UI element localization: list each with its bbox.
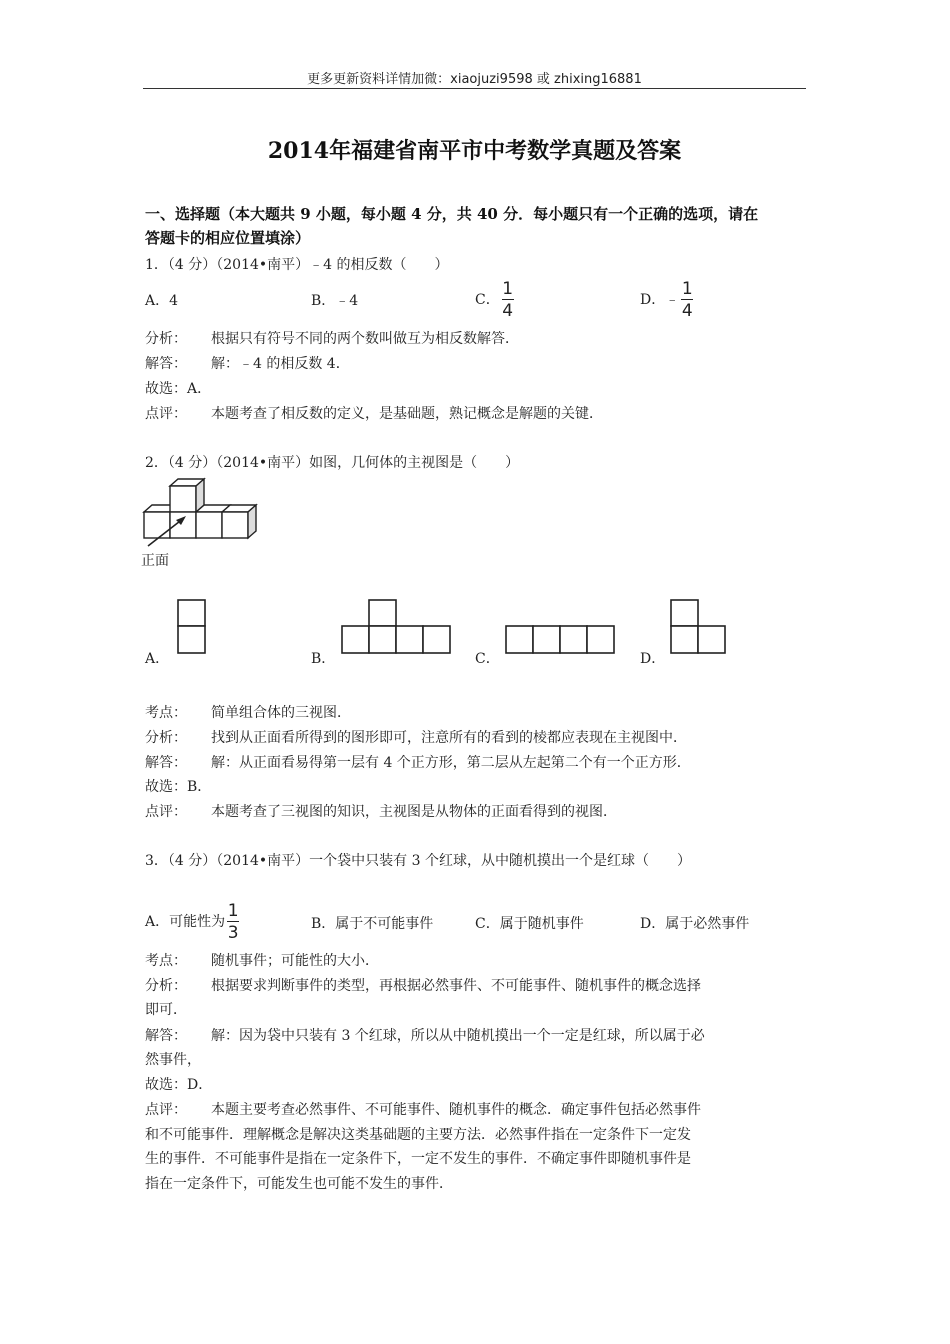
q2-option-b-label: B． <box>311 651 336 667</box>
q2-solid-figure <box>140 476 265 571</box>
q1-comment <box>145 403 603 423</box>
q3-a-denominator: 3 <box>227 923 239 943</box>
q3-point-text: 随机事件；可能性的大小． <box>211 953 379 969</box>
q1-analysis <box>145 328 519 348</box>
section-heading-line-2: 答题卡的相应位置填涂） <box>145 229 311 247</box>
q1-analysis-label: 分析： <box>145 331 187 347</box>
q1-option-c <box>475 280 514 320</box>
q2-point-text: 简单组合体的三视图． <box>211 705 351 721</box>
q3-analysis-continued: 即可． <box>145 1002 187 1018</box>
fraction-bar <box>502 299 514 300</box>
q2-option-d-label: D． <box>640 651 666 667</box>
q3-answer <box>145 1025 705 1045</box>
q2-answer <box>145 752 691 772</box>
q3-option-d: D．属于必然事件 <box>640 916 750 932</box>
q1-d-numerator: 1 <box>681 279 693 299</box>
page-header: 更多更新资料详情加微：xiaojuzi9598 或 zhixing16881 <box>307 72 642 87</box>
q1-comment-label: 点评： <box>145 406 187 422</box>
page-title: 2014年福建省南平市中考数学真题及答案 <box>267 138 682 164</box>
q3-answer-label: 解答： <box>145 1028 187 1044</box>
q3-comment <box>145 1099 701 1119</box>
q3-stem: 3．（4 分）（2014•南平）一个袋中只装有 3 个红球，从中随机摸出一个是红球（ ） <box>145 853 691 869</box>
q1-analysis-text: 根据只有符号不同的两个数叫做互为相反数解答． <box>211 331 519 347</box>
header-rule <box>143 88 806 89</box>
q3-point <box>145 950 379 970</box>
section-heading-line-1: 一、选择题（本大题共 9 小题，每小题 4 分，共 40 分．每小题只有一个正确的选项，请在 <box>145 205 759 223</box>
q1-option-d-label: D．﹣ <box>640 292 680 308</box>
q2-answer-label: 解答： <box>145 755 187 771</box>
q1-answer-text: 解：﹣4 的相反数 4． <box>211 356 350 372</box>
q1-option-d <box>640 280 693 320</box>
q2-stem: 2．（4 分）（2014•南平）如图，几何体的主视图是（ ） <box>145 455 520 471</box>
q3-analysis <box>145 975 701 995</box>
q3-point-label: 考点： <box>145 953 187 969</box>
q3-choice: 故选：D． <box>145 1077 213 1093</box>
q1-option-c-label: C． <box>475 292 500 308</box>
q3-option-a <box>145 902 239 942</box>
q2-analysis-text: 找到从正面看所得到的图形即可，注意所有的看到的棱都应表现在主视图中． <box>211 730 687 746</box>
q1-option-c-fraction <box>502 280 514 320</box>
fraction-bar <box>681 299 693 300</box>
q3-answer-continued: 然事件， <box>145 1052 201 1068</box>
q2-choice: 故选：B． <box>145 779 212 795</box>
q2-point <box>145 702 351 722</box>
q2-option-b-figure <box>342 600 452 656</box>
q3-a-numerator: 1 <box>227 901 239 921</box>
q1-d-denominator: 4 <box>681 301 693 321</box>
q3-comment-line-4: 指在一定条件下，可能发生也可能不发生的事件． <box>145 1176 453 1192</box>
q1-answer-label: 解答： <box>145 356 187 372</box>
q3-answer-text-1: 解：因为袋中只装有 3 个红球，所以从中随机摸出一个一定是红球，所以属于必 <box>211 1028 705 1044</box>
q2-analysis <box>145 727 687 747</box>
q2-option-d-figure <box>671 600 729 656</box>
q2-answer-text: 解：从正面看易得第一层有 4 个正方形，第二层从左起第二个有一个正方形． <box>211 755 691 771</box>
q2-option-c-label: C． <box>475 651 500 667</box>
q2-analysis-label: 分析： <box>145 730 187 746</box>
q1-stem: 1．（4 分）（2014•南平）﹣4 的相反数（ ） <box>145 257 449 273</box>
q1-c-denominator: 4 <box>502 301 514 321</box>
q3-option-a-fraction <box>227 902 239 942</box>
q3-analysis-text-1: 根据要求判断事件的类型，再根据必然事件、不可能事件、随机事件的概念选择 <box>211 978 701 994</box>
q1-answer <box>145 353 350 373</box>
q2-option-a-label: A． <box>145 651 170 667</box>
q3-option-a-label: A．可能性为 <box>145 914 226 930</box>
q2-comment-text: 本题考查了三视图的知识，主视图是从物体的正面看得到的视图． <box>211 804 617 820</box>
q2-comment <box>145 801 617 821</box>
q1-choice: 故选：A． <box>145 381 212 397</box>
q3-comment-text-1: 本题主要考查必然事件、不可能事件、随机事件的概念．确定事件包括必然事件 <box>211 1102 701 1118</box>
q1-c-numerator: 1 <box>502 279 514 299</box>
q3-option-c: C．属于随机事件 <box>475 916 584 932</box>
q1-option-b: B．﹣4 <box>311 293 359 309</box>
fraction-bar <box>227 921 239 922</box>
q3-option-b: B．属于不可能事件 <box>311 916 434 932</box>
q1-option-a: A．4 <box>145 293 179 309</box>
q3-comment-label: 点评： <box>145 1102 187 1118</box>
q3-comment-line-2: 和不可能事件．理解概念是解决这类基础题的主要方法．必然事件指在一定条件下一定发 <box>145 1127 691 1143</box>
q3-comment-line-3: 生的事件．不可能事件是指在一定条件下，一定不发生的事件．不确定事件即随机事件是 <box>145 1151 691 1167</box>
q2-figure-caption: 正面 <box>141 553 169 569</box>
q2-option-c-figure <box>506 626 616 656</box>
q2-point-label: 考点： <box>145 705 187 721</box>
q3-analysis-label: 分析： <box>145 978 187 994</box>
q2-option-a-figure <box>178 600 208 656</box>
q2-comment-label: 点评： <box>145 804 187 820</box>
q1-comment-text: 本题考查了相反数的定义，是基础题，熟记概念是解题的关键． <box>211 406 603 422</box>
q1-option-d-fraction <box>681 280 693 320</box>
